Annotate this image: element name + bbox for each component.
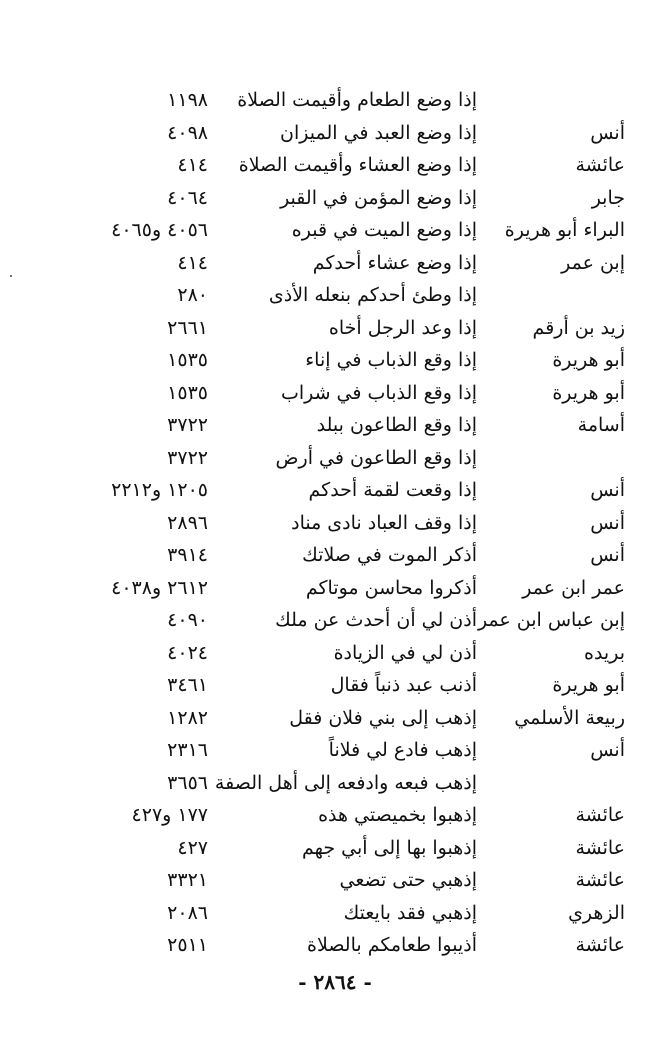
hadith-opening: إذا وطئ أحدكم بنعله الأذى <box>268 284 477 306</box>
hadith-reference-number: ١١٩٨ <box>167 89 208 111</box>
index-row <box>80 344 625 377</box>
hadith-reference-number: ٤٢٧ <box>177 836 208 859</box>
narrator-name: الزهري <box>568 901 625 924</box>
narrator-name: عائشة <box>575 934 625 956</box>
hadith-opening: إذا وضع عشاء أحدكم <box>312 251 477 274</box>
hadith-opening: أذن لي أن أحدث عن ملك <box>275 609 477 631</box>
hadith-reference-number: ٢٨٩٦ <box>167 511 208 534</box>
index-row <box>80 279 625 312</box>
hadith-opening: إذهب إلى بني فلان فقل <box>289 706 477 729</box>
hadith-reference-number: ٢٥١١ <box>167 934 208 956</box>
index-row <box>80 767 625 800</box>
hadith-opening: إذا وعد الرجل أخاه <box>328 316 477 339</box>
narrator-name: إبن عباس ابن عمر <box>477 609 625 631</box>
hadith-reference-number: ٣٣٢١ <box>167 869 208 891</box>
index-row <box>80 572 625 605</box>
hadith-opening: إذهبوا بها إلى أبي جهم <box>301 836 477 859</box>
hadith-opening: إذهبوا بخميصتي هذه <box>318 804 477 826</box>
hadith-opening: إذا وضع الطعام وأقيمت الصلاة <box>237 89 477 111</box>
index-row <box>80 507 625 540</box>
narrator-name: عائشة <box>575 154 625 176</box>
hadith-reference-number: ٤١٤ <box>177 154 208 176</box>
hadith-index-list <box>80 84 625 962</box>
index-row <box>80 604 625 637</box>
narrator-name: أنس <box>590 121 625 144</box>
index-row <box>80 539 625 572</box>
hadith-opening: إذهب فادع لي فلاناً <box>328 739 477 761</box>
index-row <box>80 864 625 897</box>
hadith-reference-number: ١٢٠٥ و٢٢١٢ <box>111 479 208 501</box>
hadith-reference-number: ٣٧٢٢ <box>167 446 208 469</box>
hadith-opening: أذكروا محاسن موتاكم <box>305 576 477 599</box>
hadith-opening: أذكر الموت في صلاتك <box>302 544 477 566</box>
narrator-name: أسامة <box>577 414 625 436</box>
hadith-reference-number: ٤٠٥٦ و٤٠٦٥ <box>111 219 208 241</box>
narrator-name: أنس <box>590 479 625 501</box>
hadith-reference-number: ٤١٤ <box>177 251 208 274</box>
hadith-reference-number: ١٧٧ و٤٢٧ <box>131 804 208 826</box>
hadith-opening: إذا وقع الطاعون ببلد <box>316 414 477 436</box>
index-row <box>80 214 625 247</box>
index-row <box>80 702 625 735</box>
index-row <box>80 734 625 767</box>
hadith-opening: أذنب عبد ذنباً فقال <box>330 674 477 696</box>
index-row <box>80 442 625 475</box>
hadith-opening: إذهبي حتى تضعي <box>339 869 477 891</box>
index-row <box>80 669 625 702</box>
index-row <box>80 149 625 182</box>
hadith-reference-number: ٢٣١٦ <box>167 739 208 761</box>
narrator-name: أبو هريرة <box>552 381 625 404</box>
narrator-name: أنس <box>590 511 625 534</box>
narrator-name: عائشة <box>575 869 625 891</box>
hadith-opening: أذن لي في الزيادة <box>333 641 477 664</box>
hadith-reference-number: ٣٧٢٢ <box>167 414 208 436</box>
narrator-name: زيد بن أرقم <box>532 316 625 339</box>
narrator-name: جابر <box>591 186 625 209</box>
narrator-name: أبو هريرة <box>552 349 625 371</box>
hadith-reference-number: ١٥٣٥ <box>167 381 208 404</box>
narrator-name: إبن عمر <box>561 251 625 274</box>
hadith-opening: إذا وقع الطاعون في أرض <box>275 446 477 469</box>
narrator-name: أبو هريرة <box>552 674 625 696</box>
hadith-opening: أذيبوا طعامكم بالصلاة <box>307 934 477 956</box>
hadith-reference-number: ٣٤٦١ <box>167 674 208 696</box>
narrator-name: ربيعة الأسلمي <box>514 706 625 729</box>
hadith-opening: إذا وضع العبد في الميزان <box>280 121 477 144</box>
narrator-name: بريده <box>584 641 625 664</box>
hadith-reference-number: ٤٠٢٤ <box>167 641 208 664</box>
hadith-reference-number: ٢٠٨٦ <box>167 901 208 924</box>
hadith-reference-number: ٤٠٦٤ <box>167 186 208 209</box>
index-row <box>80 409 625 442</box>
index-row <box>80 377 625 410</box>
narrator-name: عائشة <box>575 804 625 826</box>
hadith-opening: إذهبي فقد بايعتك <box>343 901 477 924</box>
narrator-name: عمر ابن عمر <box>522 576 625 599</box>
hadith-opening: إذا وقف العباد نادى مناد <box>291 511 477 534</box>
index-row <box>80 929 625 962</box>
hadith-reference-number: ٤٠٩٨ <box>167 121 208 144</box>
hadith-opening: إذا وضع الميت في قبره <box>291 219 477 241</box>
hadith-opening: إذا وقعت لقمة أحدكم <box>308 479 477 501</box>
index-row <box>80 637 625 670</box>
index-row <box>80 474 625 507</box>
hadith-opening: إذا وضع المؤمن في القبر <box>280 186 477 209</box>
hadith-opening: إذا وقع الذباب في إناء <box>305 349 477 371</box>
narrator-name: البراء أبو هريرة <box>504 219 625 241</box>
hadith-opening: إذا وقع الذباب في شراب <box>280 381 477 404</box>
hadith-opening: إذهب فبعه وادفعه إلى أهل الصفة <box>214 771 477 794</box>
hadith-reference-number: ٣٩١٤ <box>167 544 208 566</box>
hadith-reference-number: ٢٦٦١ <box>167 316 208 339</box>
hadith-reference-number: ٤٠٩٠ <box>167 609 208 631</box>
hadith-opening: إذا وضع العشاء وأقيمت الصلاة <box>238 154 477 176</box>
narrator-name: أنس <box>590 544 625 566</box>
index-row <box>80 247 625 280</box>
index-row <box>80 117 625 150</box>
page-number: - ٢٨٦٤ - <box>298 970 372 994</box>
index-row <box>80 84 625 117</box>
hadith-reference-number: ٣٦٥٦ <box>167 771 208 794</box>
index-row <box>80 799 625 832</box>
hadith-reference-number: ٢٨٠ <box>177 284 208 306</box>
hadith-reference-number: ١٥٣٥ <box>167 349 208 371</box>
index-row <box>80 832 625 865</box>
hadith-reference-number: ٢٦١٢ و٤٠٣٨ <box>111 576 208 599</box>
index-row <box>80 897 625 930</box>
index-row <box>80 182 625 215</box>
narrator-name: عائشة <box>575 836 625 859</box>
index-row <box>80 312 625 345</box>
hadith-reference-number: ١٢٨٢ <box>167 706 208 729</box>
stray-mark <box>10 275 12 277</box>
narrator-name: أنس <box>590 739 625 761</box>
